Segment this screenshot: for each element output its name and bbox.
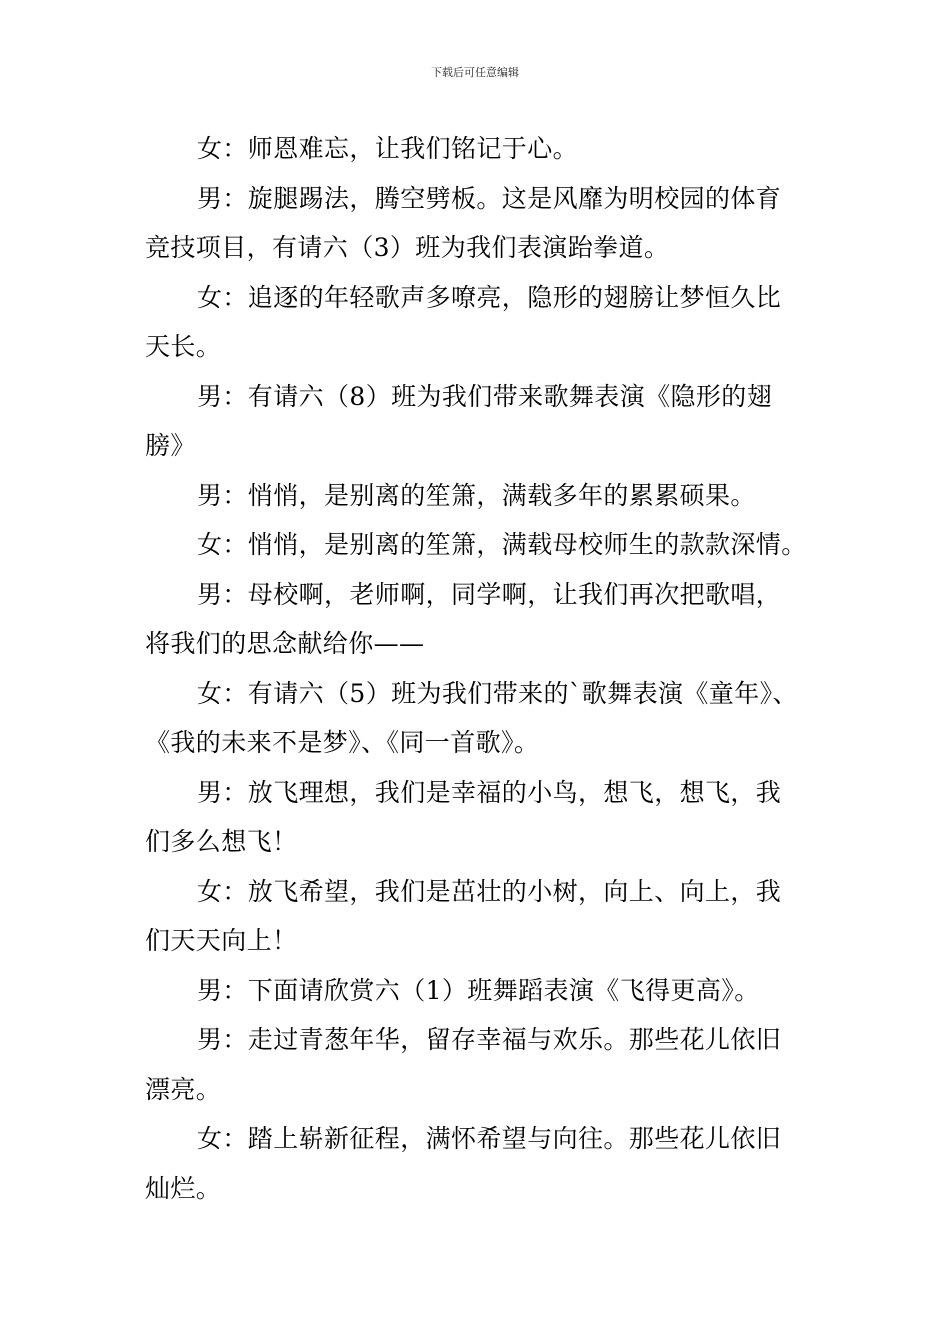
paragraph-line: 女：踏上崭新征程，满怀希望与向往。那些花儿依旧 [197, 1124, 782, 1153]
paragraph [145, 273, 815, 372]
paragraph [145, 570, 815, 669]
paragraph [145, 471, 815, 521]
paragraph-line: 将我们的思念献给你—— [145, 629, 425, 658]
paragraph-line: 男：旋腿踢法，腾空劈板。这是风靡为明校园的体育 [197, 183, 782, 213]
paragraph-line: 女：追逐的年轻歌声多嘹亮，隐形的翅膀让梦恒久比 [197, 282, 782, 312]
paragraph-line: 女：悄悄，是别离的笙箫，满载母校师生的款款深情。 [197, 530, 807, 559]
paragraph-line: 女：有请六（5）班为我们带来的`歌舞表演《童年》、 [197, 678, 798, 708]
document-body [145, 124, 815, 1213]
paragraph-line: 漂亮。 [145, 1074, 222, 1104]
paragraph-line: 女：放飞希望，我们是茁壮的小树，向上、向上，我 [197, 876, 782, 906]
paragraph-line: 竞技项目，有请六（3）班为我们表演跆拳道。 [145, 233, 670, 262]
paragraph [145, 124, 815, 174]
paragraph [145, 372, 815, 471]
paragraph-line: 灿烂。 [145, 1173, 222, 1203]
page-header-note: 下载后可任意编辑 [431, 66, 519, 79]
paragraph-line: 们多么想飞！ [145, 827, 298, 856]
paragraph-line: 男：悄悄，是别离的笙箫，满载多年的累累硕果。 [197, 480, 756, 510]
paragraph-line: 女：师恩难忘，让我们铭记于心。 [197, 134, 579, 163]
paragraph [145, 966, 815, 1016]
paragraph-line: 天长。 [145, 332, 222, 361]
paragraph [145, 768, 815, 867]
paragraph [145, 174, 815, 273]
paragraph [145, 867, 815, 966]
paragraph-line: 们天天向上！ [145, 926, 298, 955]
paragraph-line: 男：放飞理想，我们是幸福的小鸟，想飞，想飞，我 [197, 777, 782, 807]
paragraph [145, 520, 815, 570]
paragraph-line: 男：下面请欣赏六（1）班舞蹈表演《飞得更高》。 [197, 975, 760, 1005]
paragraph-line: 男：母校啊，老师啊，同学啊，让我们再次把歌唱， [197, 579, 782, 609]
paragraph [145, 669, 815, 768]
paragraph-line: 《我的未来不是梦》、《同一首歌》。 [145, 728, 540, 757]
paragraph-line: 膀》 [145, 431, 196, 460]
paragraph [145, 1114, 815, 1213]
paragraph-line: 男：走过青葱年华，留存幸福与欢乐。那些花儿依旧 [197, 1025, 782, 1054]
paragraph-line: 男：有请六（8）班为我们带来歌舞表演《隐形的翅 [197, 381, 773, 411]
paragraph [145, 1015, 815, 1114]
